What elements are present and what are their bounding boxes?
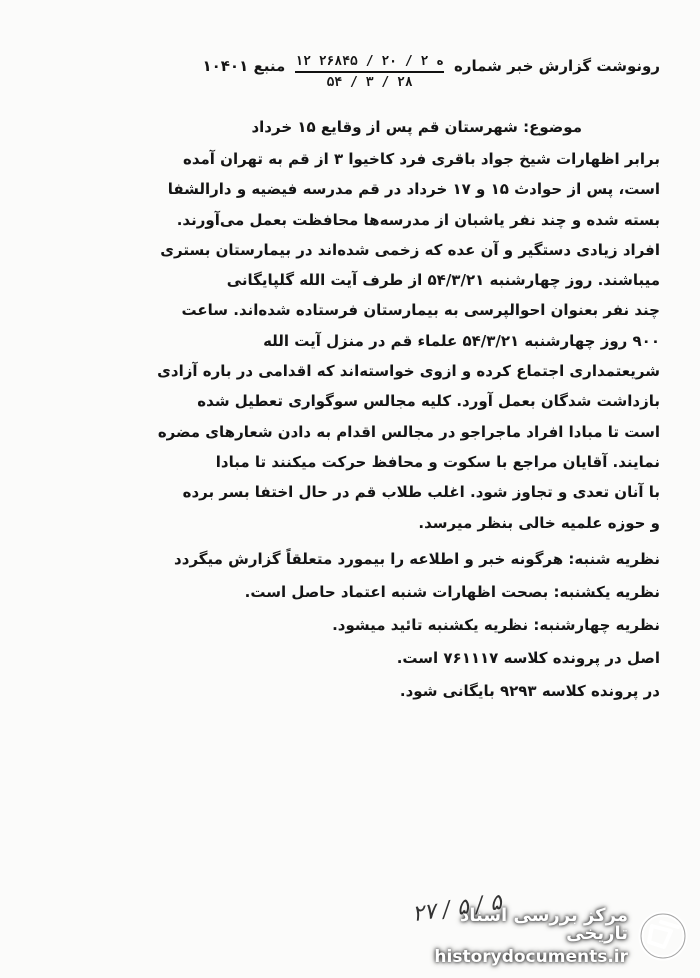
body-line-3: بسته شده و چند نفر یاشبان از مدرسه‌ها محافظت بعمل می‌آورند. bbox=[176, 210, 660, 229]
subject-line: موضوع: شهرستان قم پس از وقایع ۱۵ خرداد bbox=[251, 118, 582, 136]
file-reference-archive: در پرونده کلاسه ۹۲۹۳ بایگانی شود. bbox=[399, 681, 660, 700]
body-line-12: با آنان تعدی و تجاوز شود. اغلب طلاب قم در حال اختفا بسر برده bbox=[182, 483, 660, 502]
archive-logo-icon bbox=[636, 909, 690, 963]
file-reference-original: اصل در پرونده کلاسه ۷۶۱۱۱۷ است. bbox=[396, 648, 660, 667]
body-line-4: افراد زیادی دستگیر و آن عده که زخمی شده‌اند در بیمارستان بستری bbox=[160, 240, 660, 259]
commentary-sunday: نظریه یکشنبه: بصحت اظهارات شنبه اعتماد حاصل است. bbox=[244, 582, 660, 601]
report-body bbox=[54, 144, 660, 538]
watermark-english: historydocuments.ir bbox=[434, 946, 628, 967]
watermark bbox=[405, 904, 690, 968]
commentary-section bbox=[54, 543, 660, 708]
body-line-7: ۹۰۰ روز چهارشنبه ۵۴/۳/۲۱ علماء قم در منزل آیت الله bbox=[263, 331, 660, 350]
report-number-top: ۱۲ ه ۲ / ۲۰ / ۲۶۸۴۵ bbox=[295, 54, 444, 73]
watermark-persian: مرکز بررسی اسناد تاریخی bbox=[460, 904, 628, 944]
header-label: رونوشت گزارش خبر شماره bbox=[453, 57, 660, 75]
document-header bbox=[54, 54, 660, 91]
body-line-9: بازداشت شدگان بعمل آورد. کلیه مجالس سوگواری تعطیل شده bbox=[197, 392, 660, 411]
commentary-wednesday: نظریه چهارشنبه: نظریه یکشنبه تائید میشود. bbox=[332, 615, 660, 634]
body-line-11: نمایند. آقایان مراجع با سکوت و محافظ حرکت میکنند تا مبادا bbox=[215, 452, 660, 471]
commentary-saturday: نظریه شنبه: هرگونه خبر و اطلاعه را بیمورد متعلقاً گزارش میگردد bbox=[174, 549, 660, 568]
body-line-2: است، پس از حوادث ۱۵ و ۱۷ خرداد در قم مدرسه فیضیه و دارالشفا bbox=[167, 180, 660, 199]
report-number bbox=[295, 54, 444, 91]
body-line-1: برابر اظهارات شیخ جواد باقری فرد کاخیوا ۳ از قم به تهران آمده bbox=[183, 150, 660, 168]
source-label: منبع ۱۰۴۰۱ bbox=[202, 57, 286, 75]
handwritten-signature: ۲۷ / ۵ / ۵ bbox=[410, 889, 504, 928]
report-number-bottom: ۵۴ / ۳ / ۲۸ bbox=[326, 75, 413, 90]
body-line-10: است تا مبادا افراد ماجراجو در مجالس اقدام به دادن شعارهای مضره bbox=[157, 422, 660, 441]
body-line-6: چند نفر بعنوان احوالپرسی به بیمارستان فرستاده شده‌اند. ساعت bbox=[181, 301, 660, 320]
document-content bbox=[54, 54, 660, 708]
watermark-text bbox=[405, 904, 628, 967]
body-line-8: شریعتمداری اجتماع کرده و ازوی خواسته‌اند که اقدامی در باره آزادی bbox=[157, 362, 660, 381]
body-line-13: و حوزه علمیه خالی بنظر میرسد. bbox=[418, 513, 660, 532]
body-line-5: میباشند. روز چهارشنبه ۵۴/۳/۲۱ از طرف آیت الله گلپایگانی bbox=[226, 271, 660, 290]
